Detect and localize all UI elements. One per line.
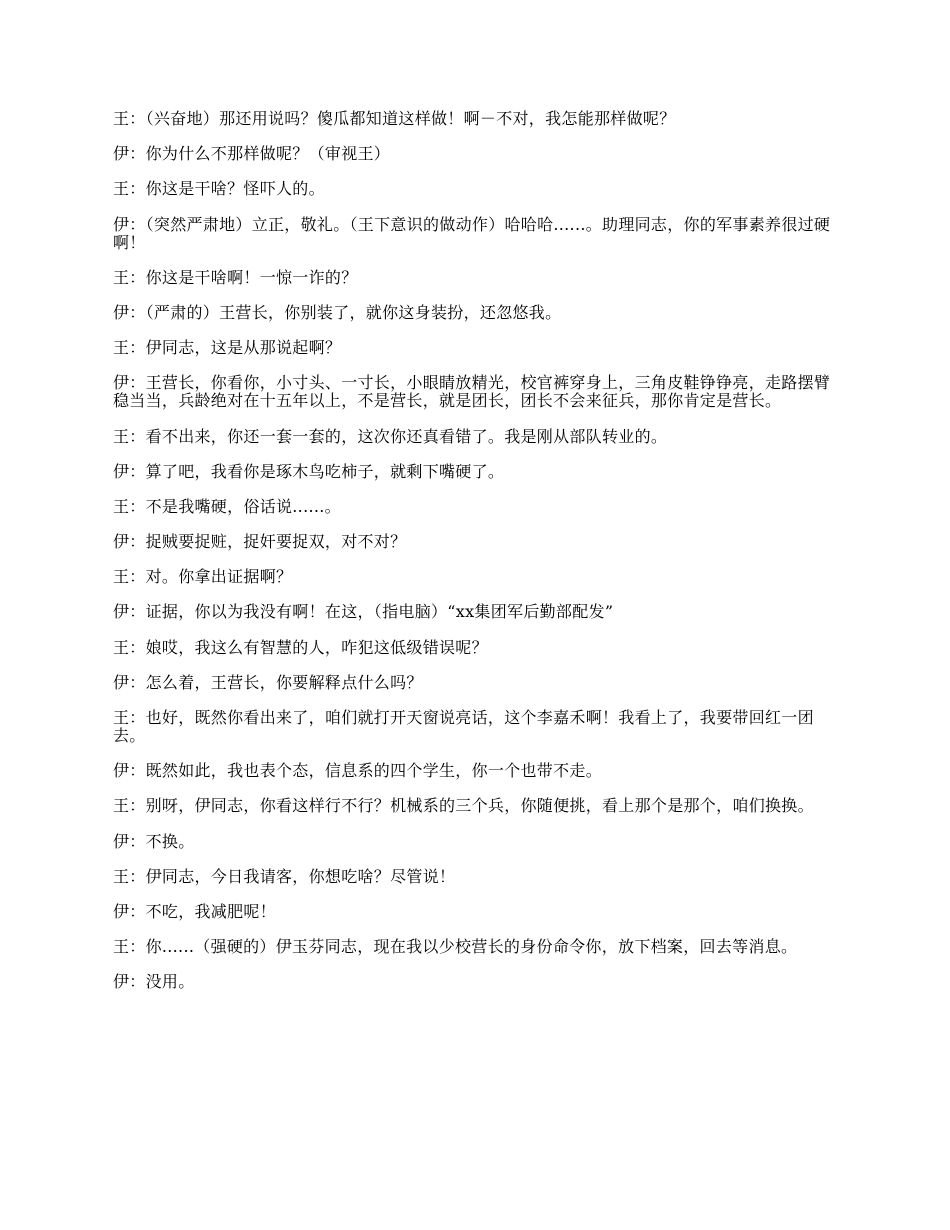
dialogue-line: 王：看不出来，你还一套一套的，这次你还真看错了。我是刚从部队转业的。 — [113, 426, 668, 446]
dialogue-line: 王：你这是干啥？怪吓人的。 — [113, 179, 325, 199]
dialogue-line: 王：你......（强硬的）伊玉芬同志，现在我以少校营长的身份命令你，放下档案，回去等消息。 — [113, 937, 798, 957]
dialogue-line: 伊：怎么着，王营长，你要解释点什么吗？ — [113, 672, 423, 692]
dialogue-line: 伊：（突然严肃地）立正，敬礼。（王下意识的做动作）哈哈哈......。助理同志，你的军事素养很过硬啊！ — [113, 214, 831, 252]
dialogue-line: 伊：捉贼要捉赃，捉奸要捉双，对不对？ — [113, 532, 407, 552]
dialogue-line: 伊：算了吧，我看你是琢木鸟吃柿子，就剩下嘴硬了。 — [113, 461, 505, 481]
dialogue-line: 伊：没用。 — [113, 972, 195, 992]
dialogue-line: 伊：不换。 — [113, 831, 195, 851]
dialogue-line: 伊：既然如此，我也表个态，信息系的四个学生，你一个也带不走。 — [113, 761, 603, 781]
dialogue-body — [113, 110, 843, 1009]
dialogue-line: 伊：证据，你以为我没有啊！在这，（指电脑）“xx集团军后勤部配发” — [113, 602, 614, 622]
dialogue-line: 王：别呀，伊同志，你看这样行不行？机械系的三个兵，你随便挑，看上那个是那个，咱们换换。 — [113, 796, 814, 816]
dialogue-line: 王：娘哎，我这么有智慧的人，咋犯这低级错误呢？ — [113, 637, 488, 657]
dialogue-line: 王：（兴奋地）那还用说吗？傻瓜都知道这样做！啊－不对，我怎能那样做呢？ — [113, 109, 676, 128]
dialogue-line: 伊：不吃，我减肥呢！ — [113, 901, 277, 921]
dialogue-line: 王：你这是干啥啊！一惊一诈的？ — [113, 267, 358, 287]
dialogue-line: 王：伊同志，今日我请客，你想吃啥？尽管说！ — [113, 866, 456, 886]
dialogue-line: 王：伊同志，这是从那说起啊？ — [113, 338, 342, 358]
dialogue-line: 伊：王营长，你看你，小寸头、一寸长，小眼睛放精光，校官裤穿身上，三角皮鞋铮铮亮，走路摆臂稳当当，兵龄绝对在十五年以上，不是营长，就是团长，团长不会来征兵，那你肯定是营长。 — [113, 373, 831, 411]
dialogue-line: 王：也好，既然你看出来了，咱们就打开天窗说亮话，这个李嘉禾啊！我看上了，我要带回红一团去。 — [113, 708, 814, 745]
dialogue-line: 伊：你为什么不那样做呢？（审视王） — [113, 144, 391, 164]
dialogue-line: 伊：（严肃的）王营长，你别装了，就你这身装扮，还忽悠我。 — [113, 302, 562, 322]
dialogue-line: 王：对。你拿出证据啊？ — [113, 567, 293, 587]
dialogue-line: 王：不是我嘴硬，俗话说......。 — [113, 496, 341, 516]
